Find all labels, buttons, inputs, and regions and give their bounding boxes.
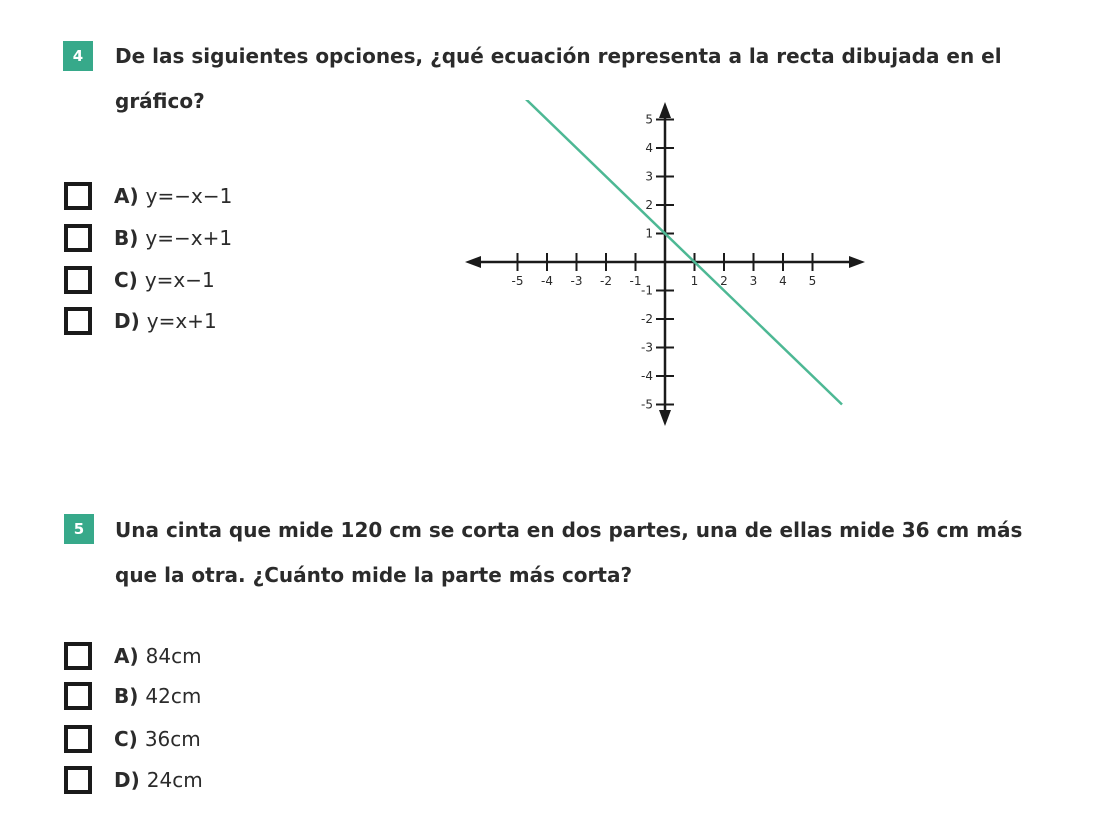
option-letter: C) bbox=[114, 727, 138, 751]
question-4-option-a-checkbox[interactable] bbox=[64, 182, 92, 210]
option-letter: D) bbox=[114, 768, 140, 792]
question-5-option-b[interactable] bbox=[64, 679, 201, 713]
question-5-text-line-1: Una cinta que mide 120 cm se corta en dos partes, una de ellas mide 36 cm más bbox=[115, 518, 1023, 542]
y-tick-label: -4 bbox=[641, 369, 653, 383]
question-5-option-a-checkbox[interactable] bbox=[64, 642, 92, 670]
question-5-option-c[interactable] bbox=[64, 722, 201, 756]
question-4-option-b[interactable] bbox=[64, 221, 232, 255]
option-text: 84cm bbox=[145, 644, 202, 668]
x-tick-label: -1 bbox=[629, 274, 642, 288]
x-tick-label: 5 bbox=[808, 274, 817, 288]
x-tick-label: 2 bbox=[720, 274, 728, 288]
option-text: y=−x+1 bbox=[145, 226, 233, 250]
x-tick-label: -4 bbox=[541, 274, 553, 288]
y-tick-label: -1 bbox=[641, 283, 653, 298]
question-5-option-d-checkbox[interactable] bbox=[64, 766, 92, 794]
question-5-option-d[interactable] bbox=[64, 763, 203, 797]
question-4-text-line-2: gráfico? bbox=[115, 89, 205, 113]
y-tick-label: 2 bbox=[645, 198, 653, 212]
y-axis-bottom-arrow bbox=[659, 410, 671, 426]
option-letter: C) bbox=[114, 268, 138, 292]
question-4-option-b-checkbox[interactable] bbox=[64, 224, 92, 252]
question-4-option-c-checkbox[interactable] bbox=[64, 266, 92, 294]
graph-axes bbox=[465, 102, 865, 426]
question-4-option-a[interactable] bbox=[64, 179, 232, 213]
option-letter: B) bbox=[114, 684, 139, 708]
question-5-option-c-checkbox[interactable] bbox=[64, 725, 92, 753]
question-5-number-badge: 5 bbox=[64, 514, 94, 544]
question-4-option-d[interactable] bbox=[64, 304, 217, 338]
y-tick-label: 1 bbox=[645, 226, 653, 241]
y-tick-label: 3 bbox=[645, 169, 653, 184]
option-text: 36cm bbox=[144, 727, 201, 751]
question-5-option-a[interactable] bbox=[64, 639, 202, 673]
question-4-option-d-checkbox[interactable] bbox=[64, 307, 92, 335]
question-4-text-line-1: De las siguientes opciones, ¿qué ecuación representa a la recta dibujada en el bbox=[115, 44, 1002, 68]
coordinate-graph bbox=[455, 100, 875, 430]
x-axis-right-arrow bbox=[849, 256, 865, 268]
option-text: y=x+1 bbox=[146, 309, 217, 333]
y-tick-label: -5 bbox=[641, 397, 653, 412]
question-5-option-b-checkbox[interactable] bbox=[64, 682, 92, 710]
x-tick-label: -3 bbox=[570, 274, 583, 288]
option-text: y=x−1 bbox=[144, 268, 215, 292]
x-axis-left-arrow bbox=[465, 256, 481, 268]
x-tick-label: 4 bbox=[779, 274, 787, 288]
x-tick-label: 3 bbox=[749, 274, 758, 288]
graph-line-layer bbox=[523, 100, 842, 404]
option-letter: D) bbox=[114, 309, 140, 333]
option-letter: A) bbox=[114, 644, 139, 668]
y-axis-top-arrow bbox=[659, 102, 671, 118]
y-tick-label: -3 bbox=[641, 340, 653, 355]
question-4-number-badge: 4 bbox=[63, 41, 93, 71]
y-tick-label: 5 bbox=[645, 112, 653, 127]
question-5-text-line-2: que la otra. ¿Cuánto mide la parte más corta? bbox=[115, 563, 633, 587]
x-tick-label: -5 bbox=[511, 274, 524, 288]
y-tick-label: -2 bbox=[641, 312, 653, 326]
plotted-line bbox=[523, 100, 842, 404]
option-text: 42cm bbox=[145, 684, 202, 708]
option-letter: B) bbox=[114, 226, 139, 250]
option-text: y=−x−1 bbox=[145, 184, 233, 208]
y-tick-label: 4 bbox=[645, 141, 653, 155]
x-tick-label: -2 bbox=[600, 274, 612, 288]
option-text: 24cm bbox=[146, 768, 203, 792]
question-4-option-c[interactable] bbox=[64, 263, 215, 297]
x-tick-label: 1 bbox=[690, 274, 699, 288]
option-letter: A) bbox=[114, 184, 139, 208]
